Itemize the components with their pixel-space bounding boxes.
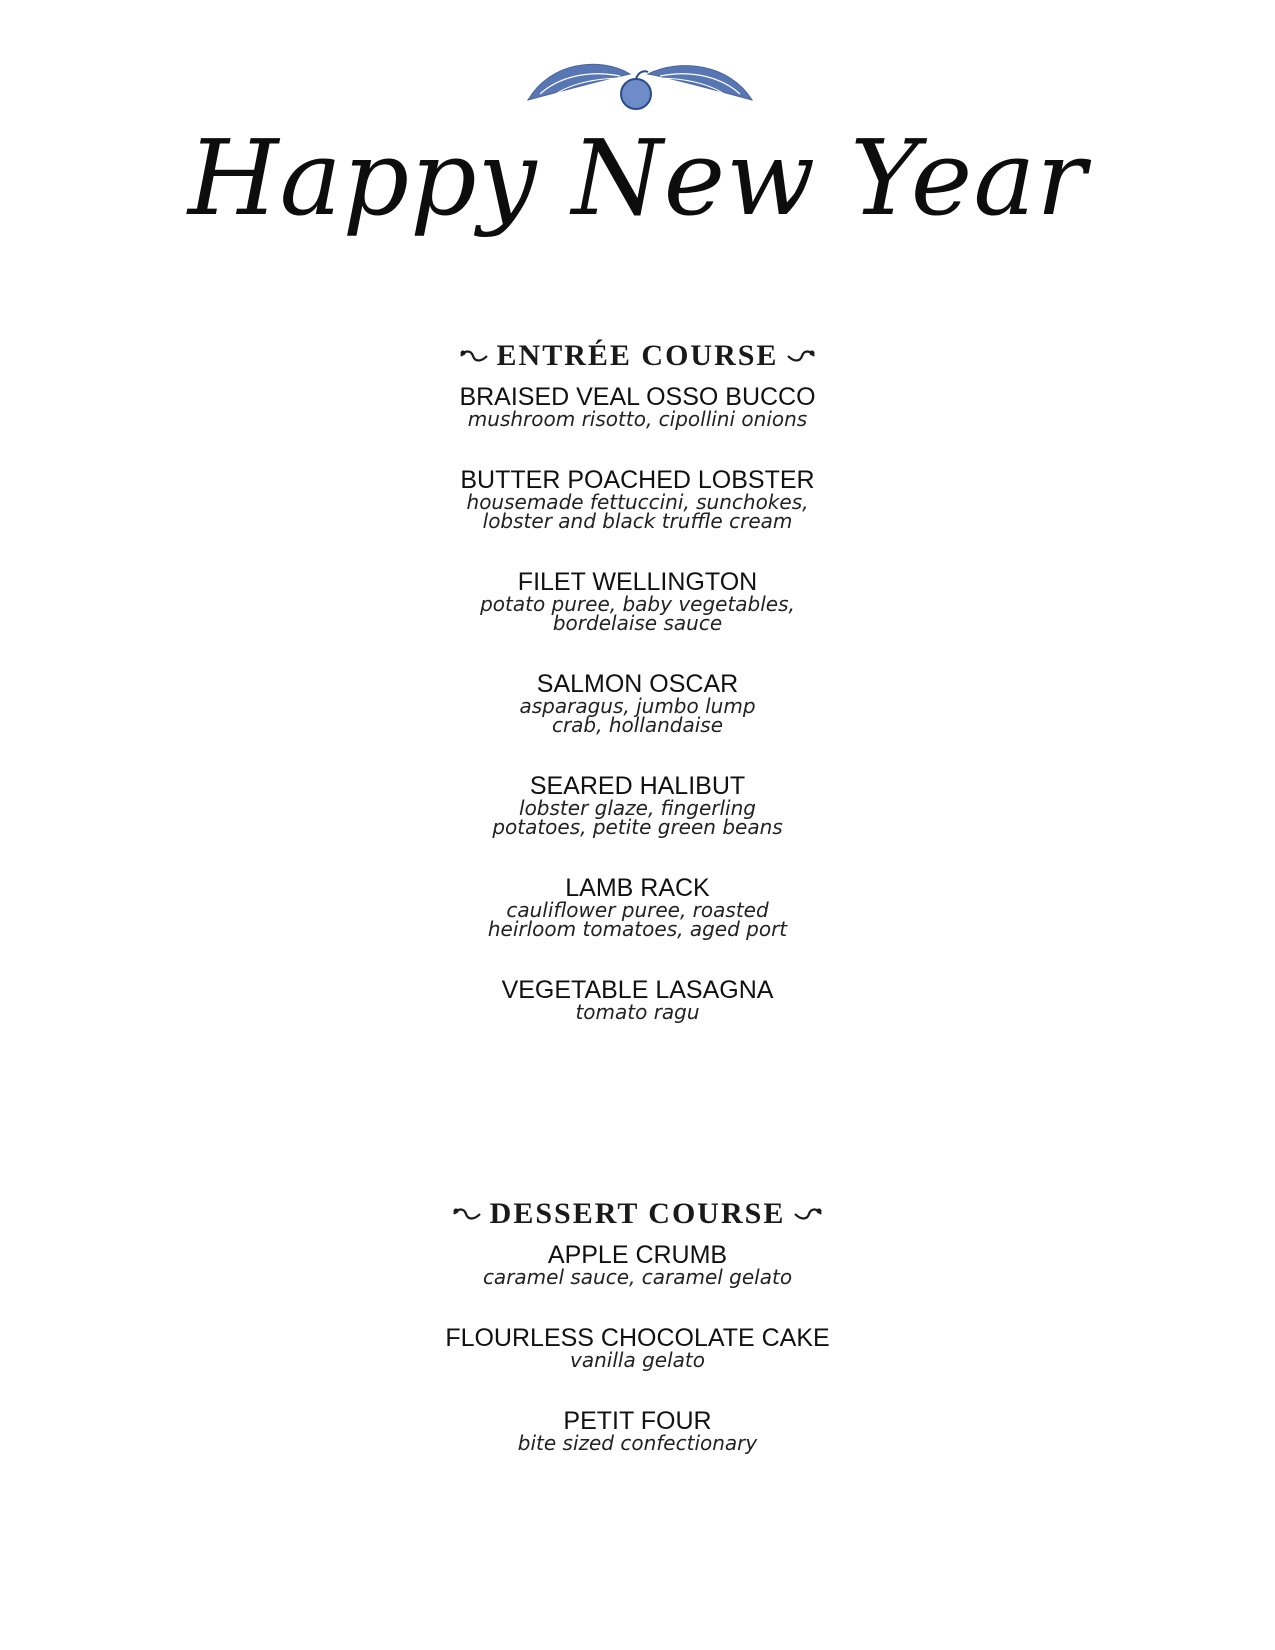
item-description: lobster and black truffle cream [482,509,793,533]
menu-item [0,875,1275,939]
dessert-heading [0,1194,1275,1234]
item-name: FLOURLESS CHOCOLATE CAKE [445,1324,830,1352]
item-name: SEARED HALIBUT [529,772,746,800]
page-title: Happy New Year [187,117,1088,239]
item-description: bite sized confectionary [517,1431,758,1455]
flourish-left-icon [459,348,489,364]
menu-item [0,1242,1275,1287]
item-name: LAMB RACK [565,874,710,902]
item-name: SALMON OSCAR [536,670,739,698]
item-name: FILET WELLINGTON [517,568,758,596]
item-name: APPLE CRUMB [547,1241,728,1269]
item-description: tomato ragu [575,1000,700,1024]
dessert-heading-text: DESSERT COURSE [489,1197,786,1230]
item-description: asparagus, jumbo lump [519,694,756,718]
item-description: potatoes, petite green beans [492,815,783,839]
menu-item [0,1408,1275,1453]
item-name: BRAISED VEAL OSSO BUCCO [459,383,816,411]
flourish-left-icon [452,1206,482,1222]
item-name: PETIT FOUR [563,1407,712,1435]
dessert-item-list [0,1242,1275,1453]
menu-item [0,977,1275,1022]
item-description: caramel sauce, caramel gelato [482,1265,793,1289]
item-description: housemade fettuccini, sunchokes, [466,490,809,514]
item-description: cauliflower puree, roasted [506,898,769,922]
item-description: crab, hollandaise [551,713,724,737]
entree-item-list [0,384,1275,1022]
menu-item [0,569,1275,633]
entree-heading [0,336,1275,376]
item-description: lobster glaze, fingerling [519,796,756,820]
item-description: potato puree, baby vegetables, [480,592,795,616]
dessert-section [0,1194,1275,1491]
menu-item [0,384,1275,429]
item-name: BUTTER POACHED LOBSTER [460,466,815,494]
entree-section [0,336,1275,1060]
flourish-right-icon [786,348,816,364]
item-description: heirloom tomatoes, aged port [487,917,788,941]
item-description: vanilla gelato [570,1348,705,1372]
leaf-branch-logo-icon [520,52,760,114]
menu-item [0,467,1275,531]
item-description: bordelaise sauce [552,611,723,635]
menu-item [0,1325,1275,1370]
item-description: mushroom risotto, cipollini onions [467,407,808,431]
entree-heading-text: ENTRÉE COURSE [496,339,779,372]
item-name: VEGETABLE LASAGNA [501,976,774,1004]
menu-item [0,671,1275,735]
menu-item [0,773,1275,837]
flourish-right-icon [793,1206,823,1222]
